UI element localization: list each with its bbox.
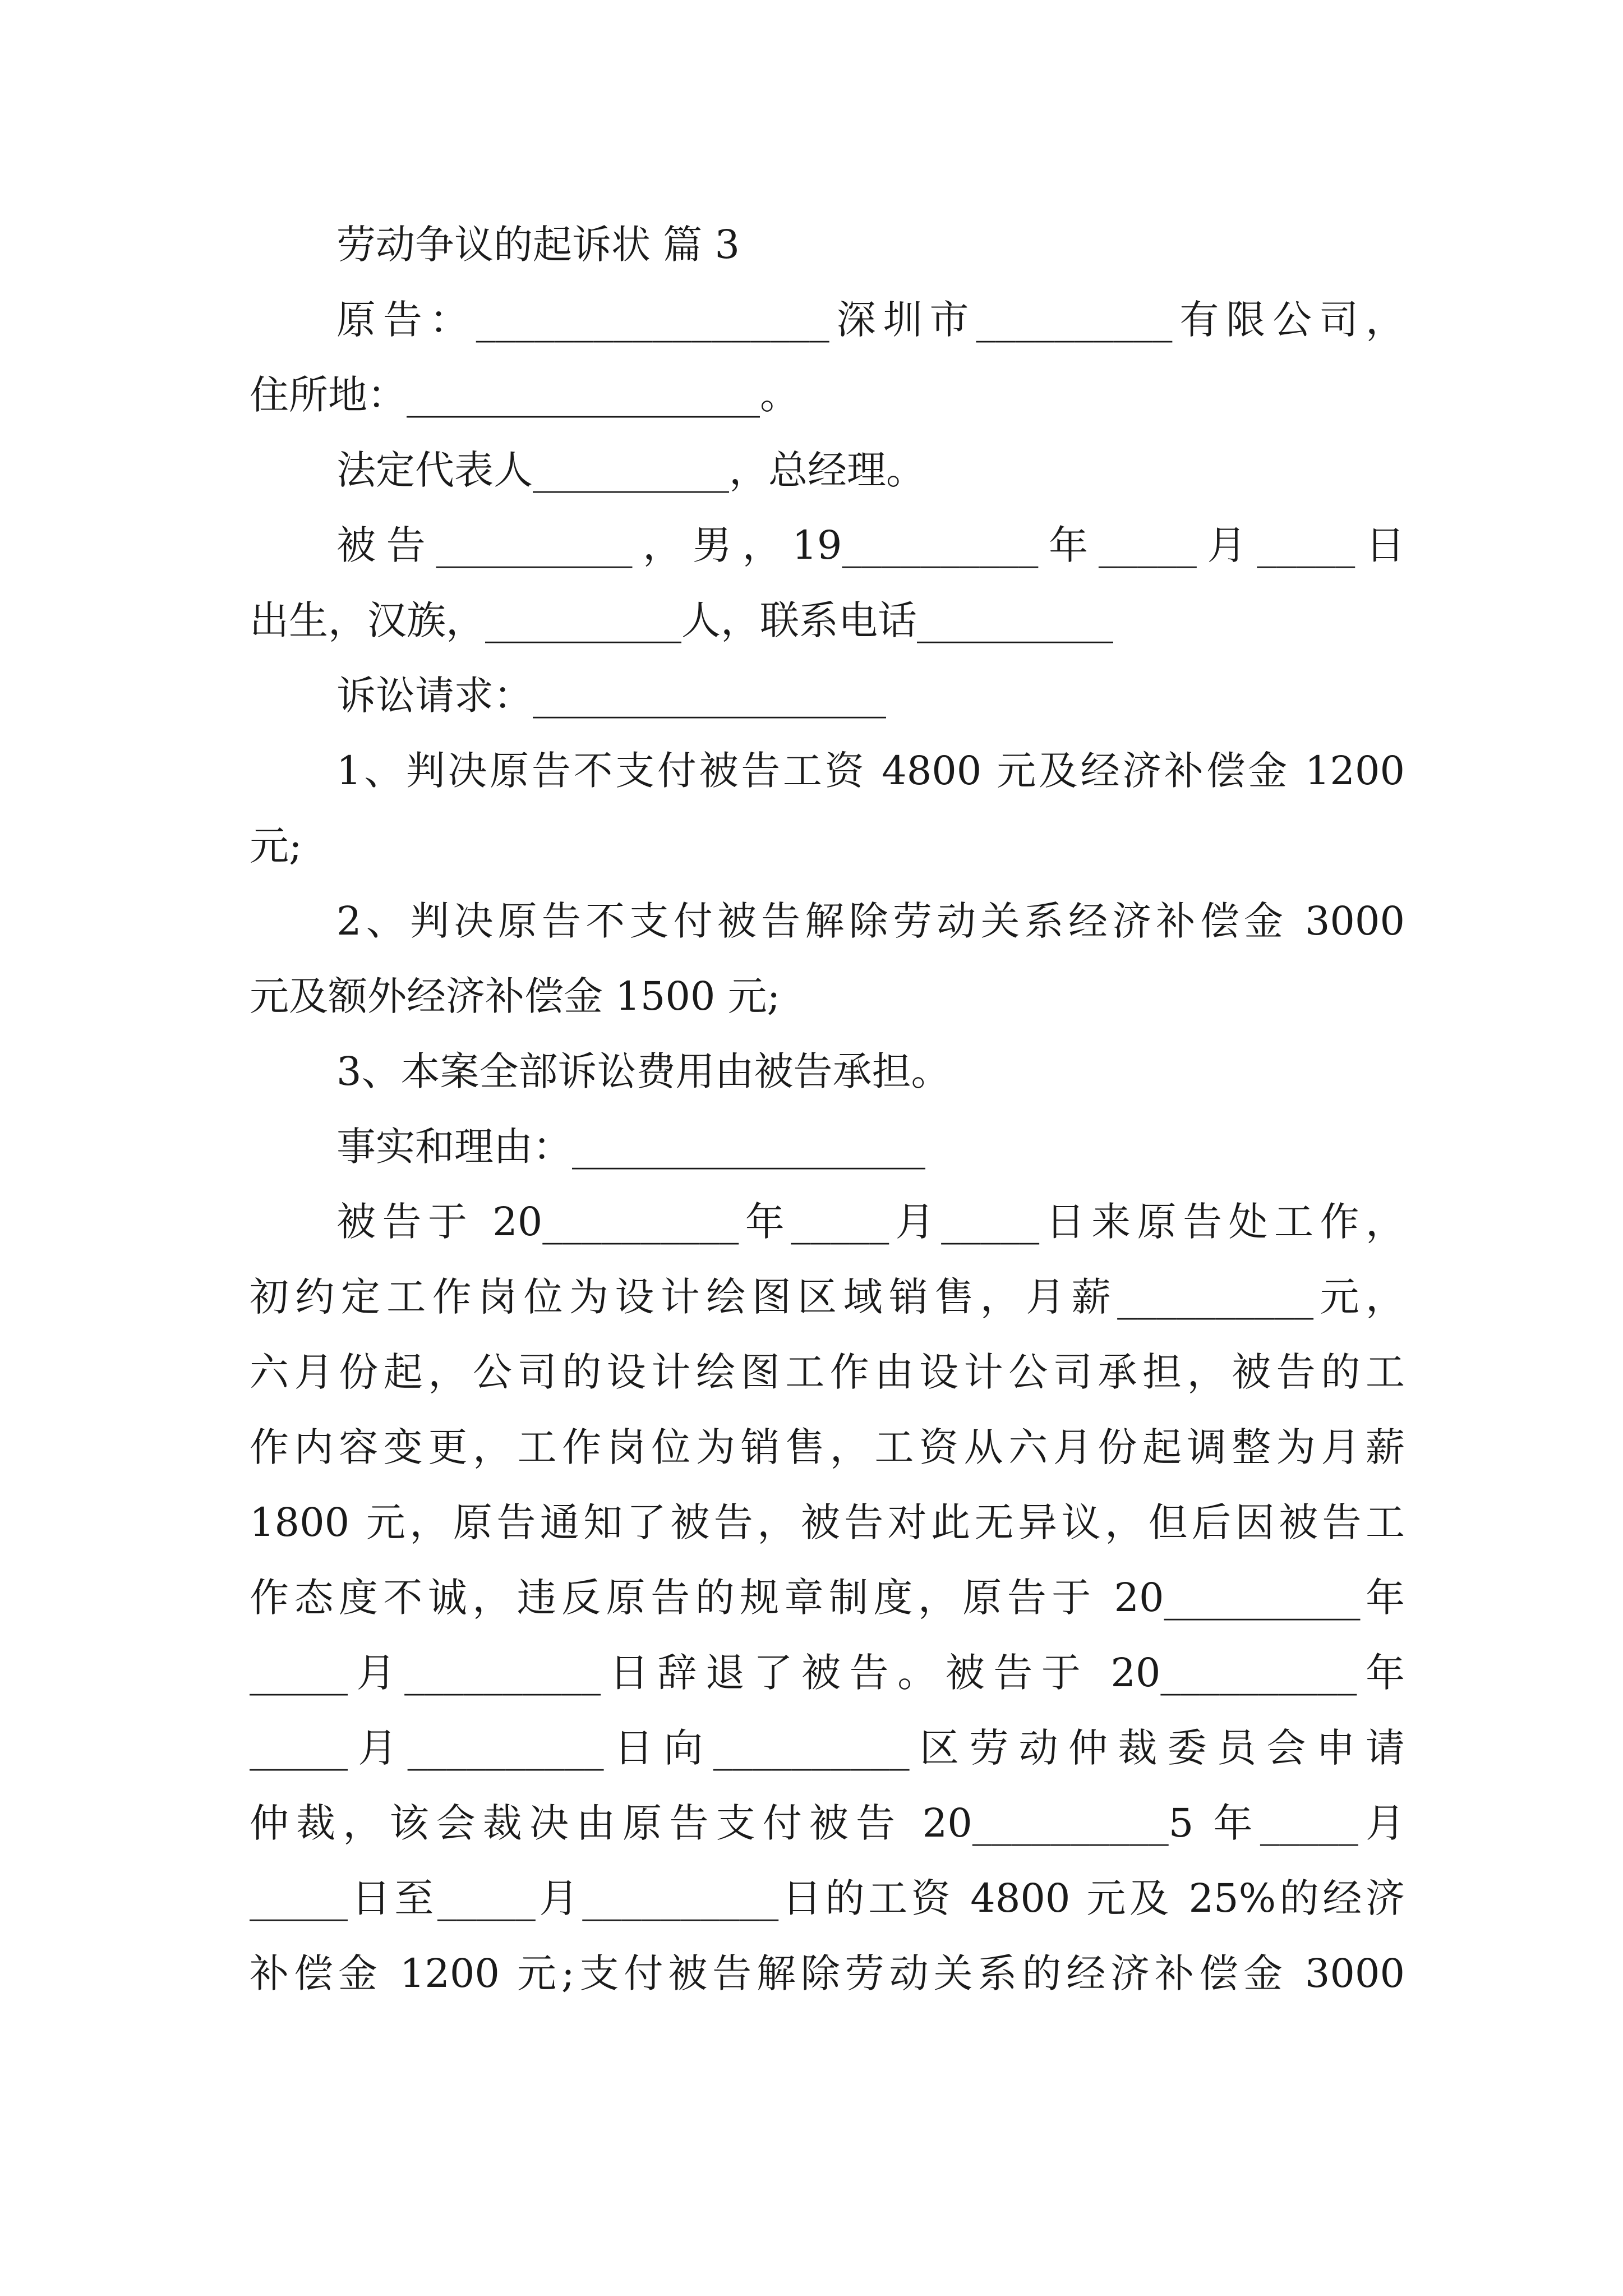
facts-paragraph-line: 仲裁，该会裁决由原告支付被告 20__________5 年_____月 xyxy=(250,1800,1405,1846)
facts-paragraph-line: 被告于 20__________年_____月_____日来原告处工作， xyxy=(336,1199,1405,1245)
claim-1-line: 1、判决原告不支付被告工资 4800 元及经济补偿金 1200 xyxy=(336,748,1405,794)
claim-1-continuation: 元; xyxy=(250,823,302,869)
legal-representative-line: 法定代表人__________，总经理。 xyxy=(336,447,925,493)
facts-paragraph-line: 作内容变更，工作岗位为销售，工资从六月份起调整为月薪 xyxy=(250,1424,1405,1470)
facts-paragraph-line: _____月__________日向__________区劳动仲裁委员会申请 xyxy=(250,1725,1405,1771)
claim-2-line: 2、判决原告不支付被告解除劳动关系经济补偿金 3000 xyxy=(336,898,1405,944)
facts-paragraph-line: _____日至_____月__________日的工资 4800 元及 25%的经济 xyxy=(250,1875,1405,1921)
document-title: 劳动争议的起诉状 篇 3 xyxy=(336,222,740,268)
defendant-line: 被告__________，男，19__________年_____月_____日 xyxy=(336,522,1405,568)
facts-paragraph-line: 作态度不诚，违反原告的规章制度，原告于 20__________年 xyxy=(250,1575,1405,1621)
facts-paragraph-line: 补偿金 1200 元;支付被告解除劳动关系的经济补偿金 3000 xyxy=(250,1950,1405,1996)
facts-paragraph-line: 六月份起，公司的设计绘图工作由设计公司承担，被告的工 xyxy=(250,1349,1405,1395)
claim-2-continuation: 元及额外经济补偿金 1500 元; xyxy=(250,973,781,1019)
facts-heading: 事实和理由：__________________ xyxy=(336,1124,925,1170)
facts-paragraph-line: 1800 元，原告通知了被告，被告对此无异议，但后因被告工 xyxy=(250,1499,1405,1545)
defendant-info-line: 出生，汉族，__________人，联系电话__________ xyxy=(250,597,1113,643)
claims-heading: 诉讼请求：__________________ xyxy=(336,673,886,719)
facts-paragraph-line: _____月__________日辞退了被告。被告于 20__________年 xyxy=(250,1650,1405,1696)
claim-3-line: 3、本案全部诉讼费用由被告承担。 xyxy=(336,1048,951,1094)
plaintiff-line: 原告：__________________深圳市__________有限公司， xyxy=(336,297,1405,343)
facts-paragraph-line: 初约定工作岗位为设计绘图区域销售，月薪__________元， xyxy=(250,1274,1405,1320)
plaintiff-address-line: 住所地：__________________。 xyxy=(250,372,799,418)
